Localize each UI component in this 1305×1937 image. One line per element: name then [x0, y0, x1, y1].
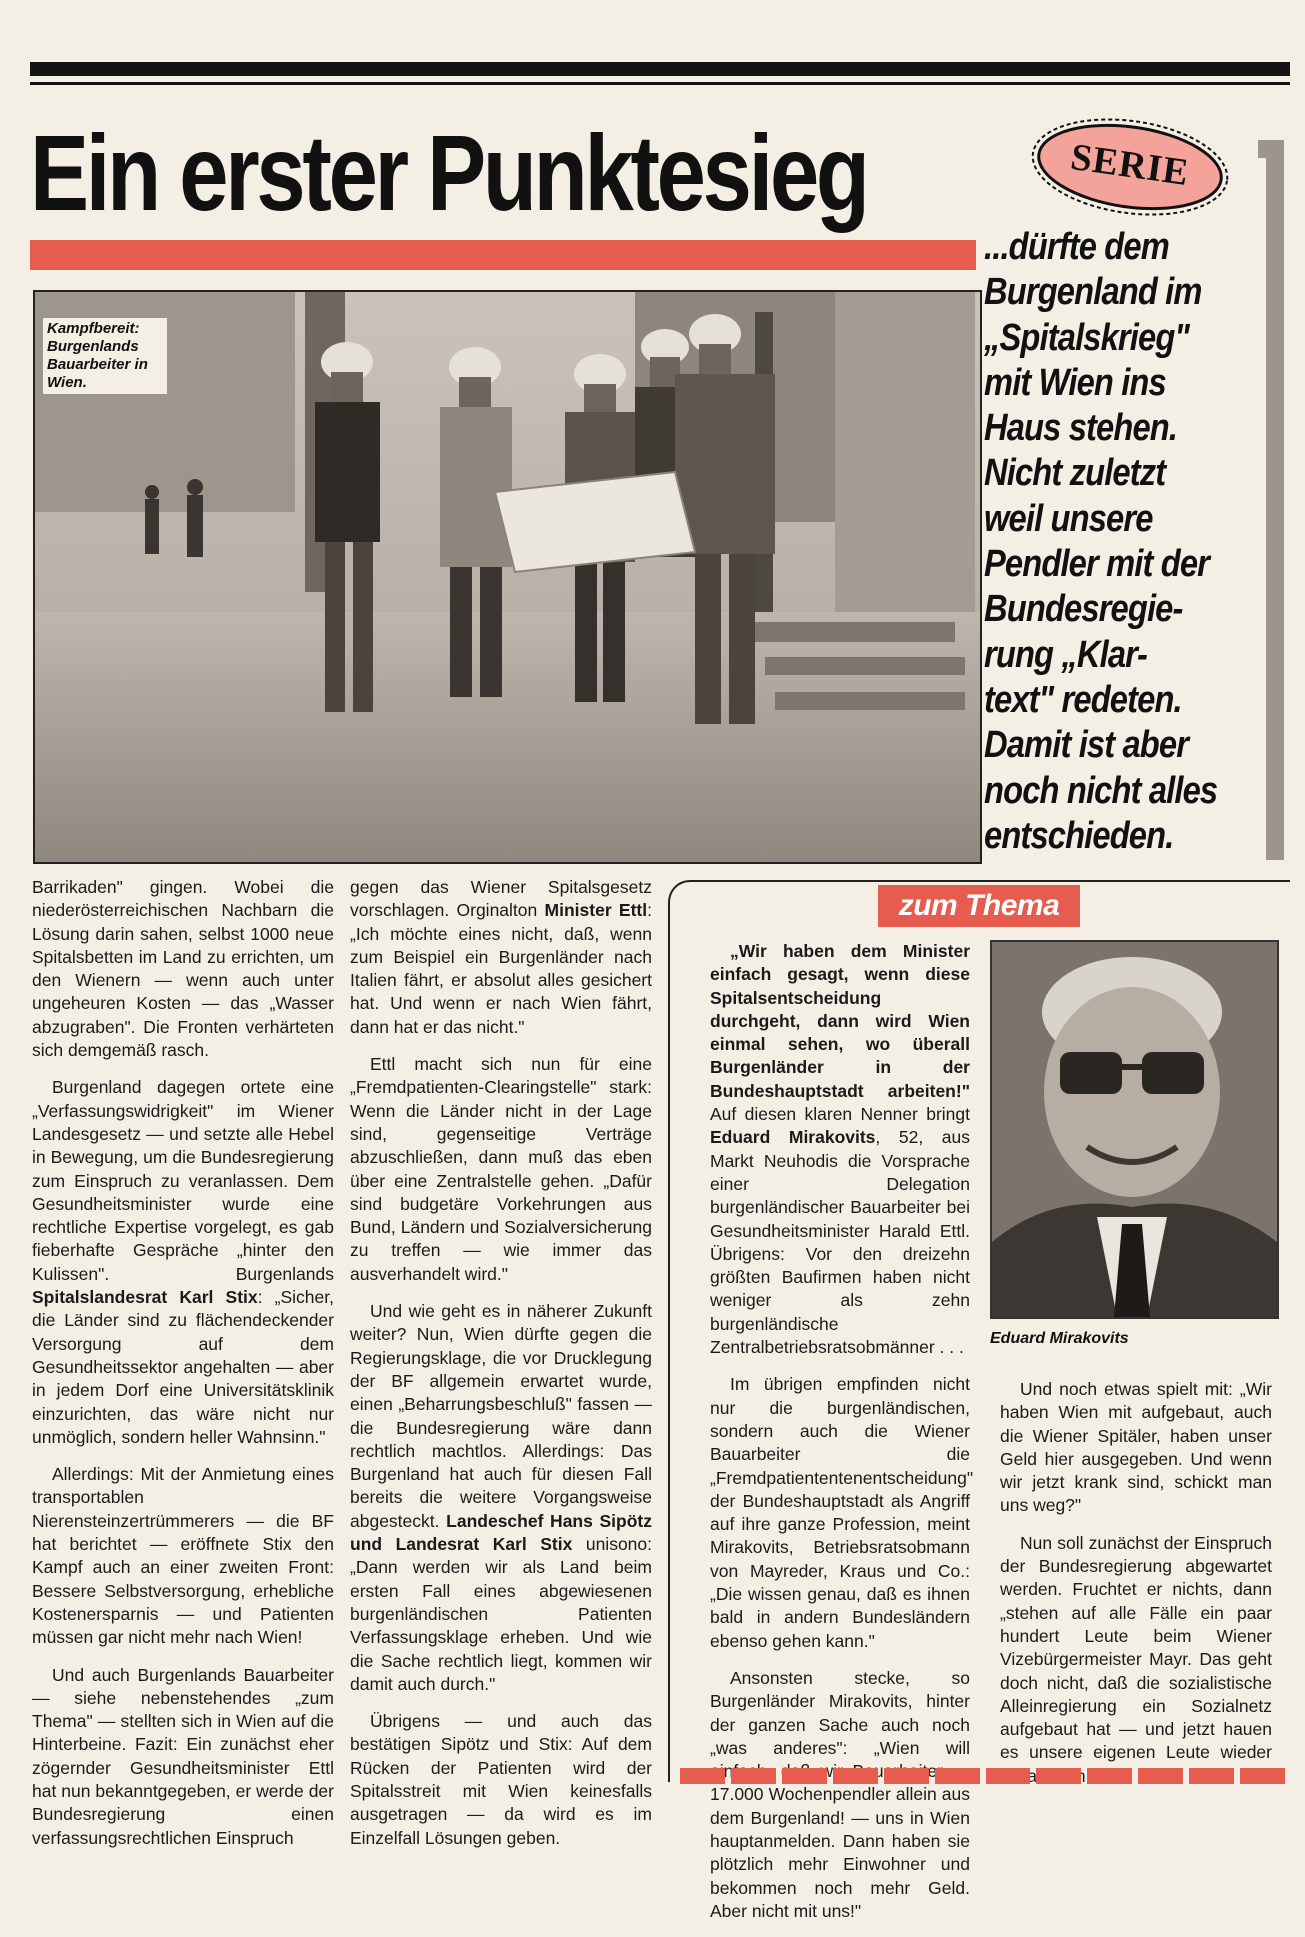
deck-line: ...dürfte dem — [984, 226, 1169, 268]
paragraph: Barrikaden" gingen. Wobei die niederösterreichischen Nachbarn die Lösung darin sahen, selbst 1000 neue Spitalsbetten im Land zu errichten, um den Wienern — wenn auch unter ungeheuren Kosten — das „Wasser abzugraben". Die Fronten verhärteten sich demgemäß rasch. — [32, 877, 334, 1061]
paragraph: Ettl macht sich nun für eine „Fremdpatienten-Clearingstelle" stark: Wenn die Länder nicht in der Lage sind, gegenseitige Verträge abzuschließen, dann muß das eben über eine Zentralstelle gehen. „Dafür sind budgetäre Vorkehrungen aus Bund, Ländern und Sozialversicherung zu treffen — wie immer das ausverhandelt wird." — [350, 1054, 652, 1284]
paragraph — [350, 1300, 652, 1696]
text-span: : „Ich möchte eines nicht, daß, wenn zum Beispiel ein Burgenländer nach Italien fährt, er absolut alles gesichert hat. Und wenn er nach Wien fährt, dann hat er das nicht." — [350, 900, 652, 1037]
zum-thema-column-continued — [1000, 1378, 1272, 1802]
photo-illustration — [35, 292, 980, 862]
article-column-2 — [350, 876, 652, 1864]
deck-line: text" redeten. — [984, 678, 1182, 721]
portrait-photo — [990, 940, 1279, 1319]
paragraph: Im übrigen empfinden nicht nur die burgenländischen, sondern auch die Wiener Bauarbeiter die „Fremdpatiententenentscheidung" der Bundeshauptstadt als Angriff auf ihre ganze Profession, meint Mirakovits, Betriebsratsobmann von Mayreder, Kraus und Co.: „Die wissen genau, daß es ihnen bald in andern Bundesländern ebenso gehen kann." — [710, 1374, 974, 1651]
bold-name: Spitalslandesrat Karl Stix — [32, 1287, 258, 1308]
deck-line: Bundesregie- — [984, 588, 1183, 631]
portrait-illustration — [992, 942, 1277, 1317]
serie-badge — [1030, 115, 1230, 220]
photo-caption-line: Burgenlands — [47, 338, 139, 355]
paragraph — [350, 876, 652, 1039]
text-span: gegen das Wiener Spitalsgesetz vorschlagen. Orginalton — [350, 877, 652, 921]
deck-line: Haus stehen. — [984, 407, 1178, 450]
text-span: Und wie geht es in näherer Zukunft weiter? Nun, Wien dürfte gegen die Regierungsklage, die vor Drucklegung der BF allgemein erwartet wurde, einen „Beharrungsbeschluß" fassen — die Bundesregierung wäre dann rechtlich machtlos. Allerdings: Das Burgenland hat auch für diesen Fall bereits die weitere Vorgangsweise abgesteckt. — [350, 1301, 652, 1531]
deck-text — [984, 225, 1254, 859]
decorative-bracket — [1266, 140, 1284, 860]
paragraph — [710, 940, 970, 1359]
top-rule-thick — [30, 62, 1290, 76]
deck-line: rung „Klar- — [984, 633, 1148, 676]
photo-caption — [43, 318, 167, 394]
text-span: Auf diesen klaren Nenner bringt — [710, 1104, 970, 1125]
paragraph: Nun soll zunächst der Einspruch der Bundesregierung abgewartet werden. Fruchtet er nichts, dann „stehen auf alle Fälle ein paar hundert Leute beim Wiener Vizebürgermeister Mayr. Das geht doch nicht, daß die sozialistische Alleinregierung ein Sozialnetz aufgebaut hat — und jetzt hauen es unsere eigenen Leute wieder — [1000, 1532, 1272, 1763]
top-rule-thin — [30, 82, 1290, 85]
zum-thema-column — [710, 940, 974, 1937]
portrait-caption: Eduard Mirakovits — [990, 1330, 1129, 1347]
text-span: , 52, aus Markt Neuhodis die Vorsprache einer Delegation burgenländischer Bauarbeiter bei Gesundheitsminister Harald Ettl. Übrigens: Vor den dreizehn größten Baufirmen haben nicht weniger als zehn burgenländische Zentralbetriebsratsobmänner . . . — [710, 1127, 970, 1358]
deck-line: mit Wien ins — [984, 361, 1166, 404]
bold-quote: „Wir haben dem Minister einfach gesagt, wenn diese Spitalsentscheidung durchgeht, dann wird Wien einmal sehen, wo überall Burgenländer in der Bundeshauptstadt arbeiten!" — [710, 941, 970, 1101]
deck-line: Nicht zuletzt — [984, 452, 1166, 495]
text-span: : „Sicher, die Länder sind zu flächendeckender Versorgung auf dem Gesundheitssektor angehalten — aber in jedem Dorf eine Universitätsklinik einzurichten, das wäre nicht nur unmöglich, sondern heller Wahnsinn." — [32, 1287, 334, 1447]
paragraph: Und noch etwas spielt mit: „Wir haben Wien mit aufgebaut, auch die Wiener Spitäler, haben unser Geld hier ausgegeben. Und wenn wir jetzt krank sind, schickt man uns weg?" — [1000, 1379, 1272, 1516]
text-span: Burgenland dagegen ortete eine „Verfassungswidrigkeit" im Wiener Landesgesetz — und setzte alle Hebel in Bewegung, um die Bundesregierung zum Einspruch zu veranlassen. Dem Gesundheitsminister wurde eine rechtliche Expertise vorgelegt, es gab fieberhafte Gespräche „hinter den Kulissen". Burgenlands — [32, 1077, 334, 1284]
bold-name: Minister Ettl — [544, 900, 648, 921]
deck-line: „Spitalskrieg" — [984, 316, 1190, 359]
headline: Ein erster Punktesieg — [30, 112, 867, 233]
deck-line: entschieden. — [984, 814, 1174, 857]
deck-line: Burgenland im — [984, 271, 1202, 314]
paragraph: Übrigens — und auch das bestätigen Sipötz und Stix: Auf dem Rücken der Patienten wird der Spitalsstreit mit Wien keinesfalls ausgetragen — da wird es im Einzelfall Lösungen geben. — [350, 1711, 652, 1848]
deck-line: Pendler mit der — [984, 543, 1210, 586]
deck-line: weil unsere — [984, 497, 1153, 540]
bold-name: Eduard Mirakovits — [710, 1127, 876, 1148]
deck-line: Damit ist aber — [984, 724, 1189, 767]
photo-caption-line: Bauarbeiter in — [47, 356, 148, 373]
paragraph — [32, 1076, 334, 1449]
text-span: unisono: „Dann werden wir als Land beim ersten Fall eines abgewiesenen burgenländischen Patienten Verfassungsklage erheben. Und wie die Sache rechtlich liegt, kommen wir damit auch durch." — [350, 1534, 653, 1694]
headline-underline — [30, 240, 976, 270]
decorative-dash-rule — [680, 1768, 1285, 1784]
article-column-1 — [32, 876, 334, 1864]
photo-caption-line: Kampfbereit: — [47, 320, 140, 337]
paragraph: Ansonsten stecke, so Burgenländer Mirakovits, hinter der ganzen Sache auch noch „was anderes": „Wien will wir 17.000 Wochenpendler allein aus dem Burgenland! — uns in Wien hauptanmelden. Dann haben sie plötzlich mehr Einwohner und bekommen noch mehr Geld. Aber nicht mit uns!" — [710, 1667, 970, 1921]
serie-badge-label: SERIE — [1068, 135, 1192, 195]
paragraph: Allerdings: Mit der Anmietung eines transportablen Nierensteinzertrümmerers — die BF hat berichtet — eröffnete Stix den Kampf auch an einer zweiten Front: Bessere Selbstversorgung, erhebliche Kostenersparnis — und Patienten müssen gar nicht mehr nach Wien! — [32, 1464, 334, 1648]
photo-caption-line: Wien. — [47, 374, 87, 391]
paragraph: Und auch Burgenlands Bauarbeiter — siehe nebenstehendes „zum Thema" — stellten sich in Wien auf die Hinterbeine. Fazit: Ein zunächst eher zögernder Gesundheitsminister Ettl hat nun bekanntgegeben, er werde der Bundesregierung einen verfassungsrechtlichen Einspruch — [32, 1664, 334, 1848]
construction-workers-photo — [33, 290, 982, 864]
deck-line: noch nicht alles — [984, 769, 1218, 812]
zum-thema-label: zum Thema — [878, 885, 1080, 927]
bold-name: Landeschef Hans Sipötz und Landesrat Karl Stix — [350, 1510, 652, 1555]
